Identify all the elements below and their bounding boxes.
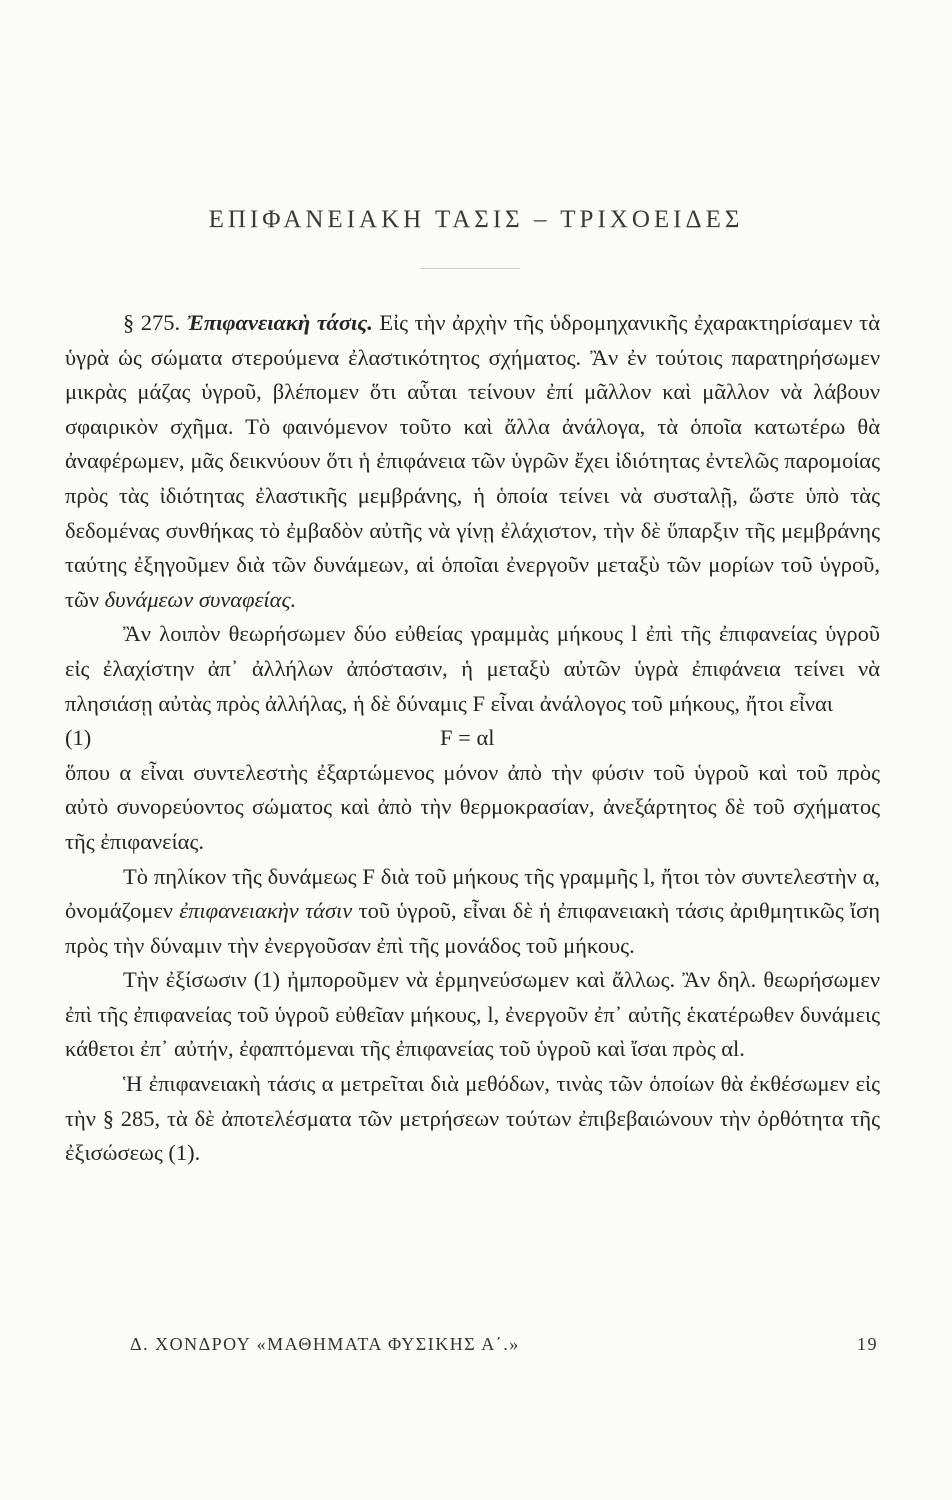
body-text (65, 306, 880, 1171)
paragraph-6: Ἡ ἐπιφανειακὴ τάσις α μετρεῖται διὰ μεθόδων, τινὰς τῶν ὁποίων θὰ ἐκθέσωμεν εἰς τὴν § 285, τὰ δὲ ἀποτελέσματα τῶν μετρήσεων τούτων ἐπιβεβαιώνουν τὴν ὀρθότητα τῆς ἐξισώσεως (1). (65, 1071, 880, 1166)
header-rule (420, 268, 520, 269)
paragraph-1-italic: δυνάμεων συναφείας. (104, 586, 297, 612)
paragraph-4-term: ἐπιφανειακὴν τάσιν (179, 898, 353, 924)
paragraph-1 (65, 306, 880, 617)
equation-label: (1) (65, 725, 92, 751)
running-header: ΕΠΙΦΑΝΕΙΑΚΗ ΤΑΣΙΣ – ΤΡΙΧΟΕΙΔΕΣ (208, 206, 744, 233)
paragraph-4-text-b: τοῦ ὑγροῦ, εἶναι δὲ ἡ ἐπιφανειακὴ τάσις ἀριθμητικῶς ἴση πρὸς τὴν δύναμιν τὴν ἐνεργοῦσαν ἐπὶ τῆς μονάδος τοῦ μήκους. (65, 898, 881, 958)
equation-body: F = αl (440, 725, 495, 751)
equation-1 (65, 721, 880, 756)
section-heading: Ἐπιφανειακὴ τάσις. (186, 310, 373, 335)
page-footer (130, 1334, 878, 1355)
section-number: § 275. (123, 310, 181, 335)
paragraph-4 (65, 860, 880, 964)
page-number: 19 (857, 1334, 878, 1354)
paragraph-1-text: Εἰς τὴν ἀρχὴν τῆς ὑδρομηχανικῆς ἐχαρακτηρίσαμεν τὰ ὑγρὰ ὡς σώματα στερούμενα ἐλαστικότητος σχήματος. Ἂν ἐν τούτοις παρατηρήσωμεν μικρὰς μάζας ὑγροῦ, βλέπομεν ὅτι αὗται τείνουν ἐπί μᾶλλον καὶ μᾶλλον νὰ λάβουν σφαιρικὸν σχῆμα. Τὸ φαινόμενον τοῦτο καὶ ἄλλα ἀνάλογα, τὰ ὁποῖα κατωτέρω θὰ ἀναφέρωμεν, μᾶς δεικνύουν ὅτι ἡ ἐπιφάνεια τῶν ὑγρῶν ἔχει ἰδιότητας ἐντελῶς παρομοίας πρὸς τὰς ἰδιότητας ἐλαστικῆς μεμβράνης, ἡ ὁποία τείνει νὰ συσταλῇ, ὥστε ὑπὸ τὰς δεδομένας συνθήκας τὸ ἐμβαδὸν αὐτῆς νὰ γίνῃ ἐλάχιστον, τὴν δὲ ὕπαρξιν τῆς μεμβράνης ταύτης ἐξηγοῦμεν διὰ τῶν δυνάμεων, αἱ ὁποῖαι ἐνεργοῦν μεταξὺ τῶν μορίων τοῦ ὑγροῦ, τῶν (65, 310, 880, 612)
paragraph-2: Ἂν λοιπὸν θεωρήσωμεν δύο εὐθείας γραμμὰς μήκους l ἐπὶ τῆς ἐπιφανείας ὑγροῦ εἰς ἐλαχίστην ἀπ᾽ ἀλλήλων ἀπόστασιν, ἡ μεταξὺ αὐτῶν ὑγρὰ ἐπιφάνεια τείνει νὰ πλησιάσῃ αὐτὰς πρὸς ἀλλήλας, ἡ δὲ δύναμις F εἶναι ἀνάλογος τοῦ μήκους, ἤτοι εἶναι (65, 621, 880, 716)
paragraph-4-text-a: Τὸ πηλίκον τῆς δυνάμεως F διὰ τοῦ μήκους τῆς γραμμῆς l, ἤτοι τὸν συντελεστὴν α, ὀνομάζομεν (65, 863, 880, 924)
paragraph-3: ὅπου α εἶναι συντελεστὴς ἐξαρτώμενος μόνον ἀπὸ τὴν φύσιν τοῦ ὑγροῦ καὶ τοῦ πρὸς αὐτὸ συνορεύοντος σώματος καὶ ἀπὸ τὴν θερμοκρασίαν, ἀνεξάρτητος δὲ τοῦ σχήματος τῆς ἐπιφανείας. (65, 759, 880, 854)
footer-signature: Δ. ΧΟΝΔΡΟΥ «ΜΑΘΗΜΑΤΑ ΦΥΣΙΚΗΣ Α΄.» (130, 1334, 520, 1354)
paragraph-5: Τὴν ἐξίσωσιν (1) ἠμποροῦμεν νὰ ἑρμηνεύσωμεν καὶ ἄλλως. Ἂν δηλ. θεωρήσωμεν ἐπὶ τῆς ἐπιφανείας τοῦ ὑγροῦ εὐθεῖαν μήκους, l, ἐνεργοῦν ἐπ᾽ αὐτῆς ἑκατέρωθεν δυνάμεις κάθετοι ἐπ᾽ αὐτήν, ἐφαπτόμεναι τῆς ἐπιφανείας τοῦ ὑγροῦ καὶ ἴσαι πρὸς αl. (65, 967, 880, 1062)
